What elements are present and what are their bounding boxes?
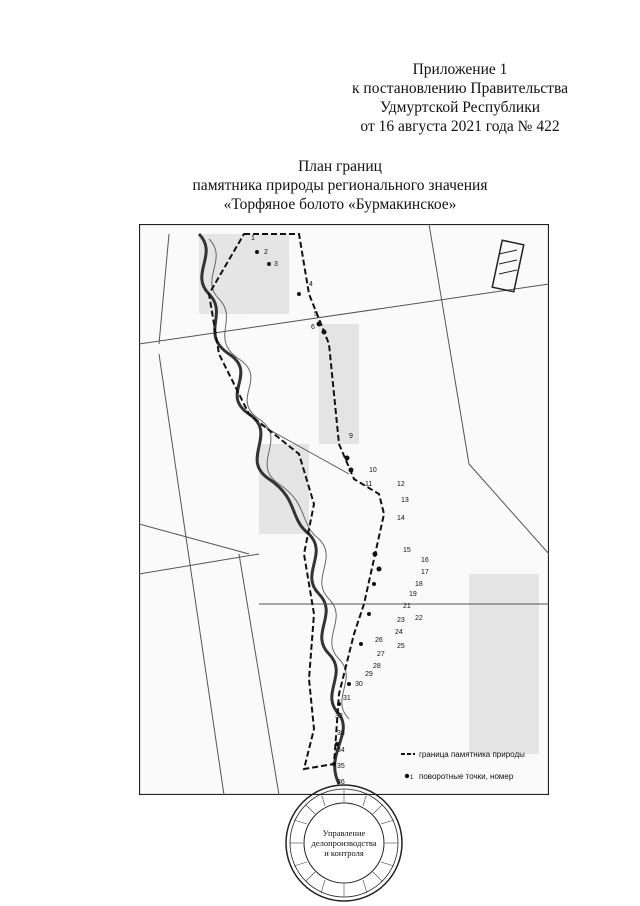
appendix-date: от 16 августа 2021 года № 422 <box>360 118 560 135</box>
point-label: 16 <box>421 557 429 564</box>
title-line-3: «Торфяное болото «Бурмакинское» <box>223 196 457 213</box>
stamp-line-1: Управление <box>322 828 366 838</box>
point-label: 1 <box>251 235 255 242</box>
point-label: 19 <box>409 591 417 598</box>
point-label: 18 <box>415 581 423 588</box>
point-label: 23 <box>397 617 405 624</box>
legend-point-marker: 1 <box>410 775 414 781</box>
appendix-block <box>330 60 590 136</box>
point-label: 30 <box>355 681 363 688</box>
appendix-republic: Удмуртской Республики <box>379 99 541 116</box>
point-label: 11 <box>365 481 373 488</box>
point-label: 4 <box>309 281 313 288</box>
appendix-number: Приложение 1 <box>412 61 508 78</box>
point-label: 5 <box>314 311 318 318</box>
point-label: 28 <box>373 663 381 670</box>
point-label: 22 <box>415 615 423 622</box>
point-label: 14 <box>397 515 405 522</box>
point-label: 34 <box>337 747 345 754</box>
legend-point-icon <box>405 774 409 778</box>
point-label: 35 <box>337 763 345 770</box>
point-label: 36 <box>337 779 345 786</box>
point-label: 15 <box>403 547 411 554</box>
title-line-1: План границ <box>298 158 382 175</box>
point-label: 17 <box>421 569 429 576</box>
point-label: 2 <box>264 249 268 256</box>
title-line-2: памятника природы регионального значения <box>192 177 488 194</box>
legend-boundary-label: граница памятника природы <box>419 750 525 759</box>
point-label: 24 <box>395 629 403 636</box>
point-label: 12 <box>397 481 405 488</box>
boundary-map <box>139 224 549 795</box>
stamp-line-2: делопроизводства <box>311 838 377 848</box>
point-label: 27 <box>377 651 385 658</box>
official-stamp <box>281 780 407 906</box>
point-label: 25 <box>397 643 405 650</box>
stamp-line-3: и контроля <box>324 848 364 858</box>
point-label: 32 <box>335 713 343 720</box>
document-title <box>150 157 530 214</box>
legend-points-label: поворотные точки, номер <box>419 772 514 781</box>
point-label: 29 <box>365 671 373 678</box>
point-label: 13 <box>401 497 409 504</box>
point-label: 26 <box>375 637 383 644</box>
point-label: 10 <box>369 467 377 474</box>
point-label: 33 <box>337 730 345 737</box>
point-label: 9 <box>349 433 353 440</box>
point-label: 21 <box>403 603 411 610</box>
point-label: 31 <box>343 695 351 702</box>
point-label: 3 <box>274 261 278 268</box>
point-label: 6 <box>311 324 315 331</box>
appendix-reference: к постановлению Правительства <box>352 80 568 97</box>
